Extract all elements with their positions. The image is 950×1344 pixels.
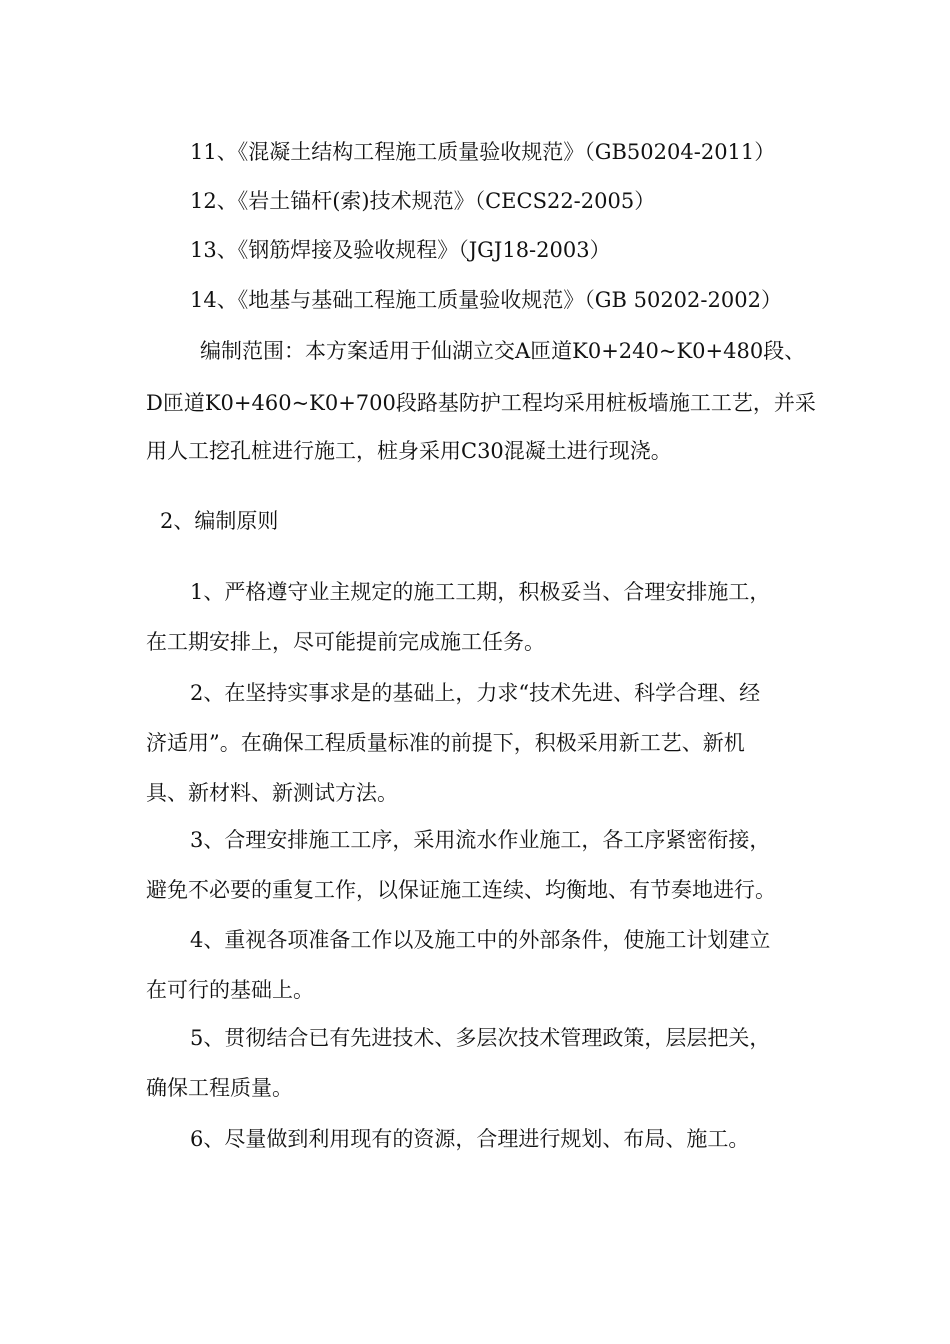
scope-paragraph-line: 编制范围：本方案适用于仙湖立交A匝道K0+240~K0+480段、 [200,339,806,363]
principle-line: 在可行的基础上。 [146,978,314,1002]
principle-line: 2、在坚持实事求是的基础上，力求“技术先进、科学合理、经 [190,681,761,705]
principle-line: 确保工程质量。 [146,1076,293,1100]
principle-line: 5、贯彻结合已有先进技术、多层次技术管理政策，层层把关， [190,1026,771,1050]
principle-line: 避免不必要的重复工作，以保证施工连续、均衡地、有节奏地进行。 [146,878,776,902]
principle-line: 济适用”。在确保工程质量标准的前提下，积极采用新工艺、新机 [146,731,745,755]
section-heading: 2、编制原则 [160,509,279,533]
scope-paragraph-line: 用人工挖孔桩进行施工，桩身采用C30混凝土进行现浇。 [146,439,672,463]
principle-line: 在工期安排上，尽可能提前完成施工任务。 [146,630,545,654]
principle-line: 4、重视各项准备工作以及施工中的外部条件，使施工计划建立 [190,928,771,952]
principle-line: 具、新材料、新测试方法。 [146,781,398,805]
reference-item: 11、《混凝土结构工程施工质量验收规范》（GB50204-2011） [190,140,776,164]
principle-line: 3、合理安排施工工序，采用流水作业施工，各工序紧密衔接， [190,828,771,852]
reference-item: 13、《钢筋焊接及验收规程》（JGJ18-2003） [190,238,611,262]
reference-item: 14、《地基与基础工程施工质量验收规范》（GB 50202-2002） [190,288,782,312]
scope-paragraph-line: D匝道K0+460~K0+700段路基防护工程均采用桩板墙施工工艺，并采 [146,391,816,415]
principle-line: 1、严格遵守业主规定的施工工期，积极妥当、合理安排施工， [190,580,771,604]
reference-item: 12、《岩土锚杆(索)技术规范》（CECS22-2005） [190,189,656,213]
principle-line: 6、尽量做到利用现有的资源，合理进行规划、布局、施工。 [190,1127,750,1151]
